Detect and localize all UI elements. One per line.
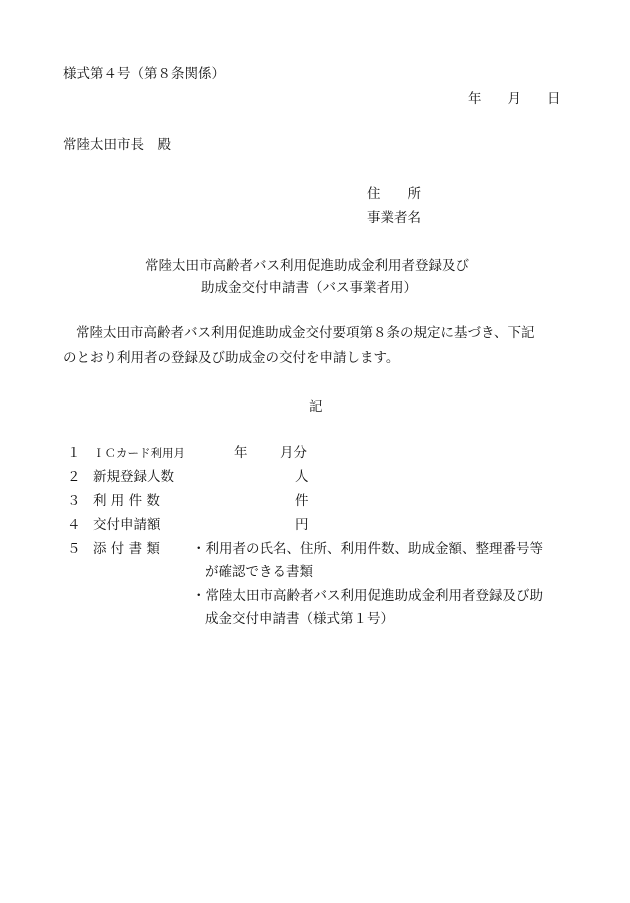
item-unit-people: 人 — [295, 469, 309, 485]
item-year-unit: 年 — [234, 445, 248, 461]
ki-heading: 記 — [309, 399, 323, 415]
attachment-item-2-line-1: ・常陸太田市高齢者バス利用促進助成金利用者登録及び助 — [192, 588, 543, 604]
item-label-new-registrants: 新規登録人数 — [93, 469, 174, 485]
business-name-label: 事業者名 — [367, 210, 421, 226]
document-title-line-2: 助成金交付申請書（バス事業者用） — [201, 280, 417, 296]
document-title-line-1: 常陸太田市高齢者バス利用促進助成金利用者登録及び — [145, 258, 469, 274]
attachment-item-1-line-2: が確認できる書類 — [205, 564, 313, 580]
item-number: ３ — [67, 493, 81, 509]
attachment-item-1-line-1: ・利用者の氏名、住所、利用件数、助成金額、整理番号等 — [192, 541, 543, 557]
item-month-unit: 月分 — [280, 445, 307, 461]
attachment-item-2-line-2: 成金交付申請書（様式第１号） — [205, 611, 394, 627]
date-line — [468, 93, 561, 107]
item-unit-count: 件 — [295, 493, 309, 509]
date-day: 日 — [547, 91, 561, 107]
body-text-line-1: 常陸太田市高齢者バス利用促進助成金交付要項第８条の規定に基づき、下記 — [76, 325, 535, 341]
form-number: 様式第４号（第８条関係） — [63, 66, 225, 82]
item-label-usage-count: 利 用 件 数 — [93, 493, 160, 509]
item-label-application-amount: 交付申請額 — [93, 517, 161, 533]
item-number: ５ — [67, 541, 81, 557]
date-month: 月 — [507, 91, 521, 107]
item-number: ２ — [67, 469, 81, 485]
addressee: 常陸太田市長 殿 — [63, 137, 171, 153]
date-year: 年 — [468, 91, 482, 107]
item-label-attachments: 添 付 書 類 — [93, 541, 160, 557]
item-number: １ — [67, 445, 81, 461]
item-number: ４ — [67, 517, 81, 533]
address-label: 住 所 — [367, 186, 421, 202]
item-unit-yen: 円 — [295, 517, 309, 533]
body-text-line-2: のとおり利用者の登録及び助成金の交付を申請します。 — [63, 350, 400, 366]
item-label-ic-card-month: ＩＣカード利用月 — [93, 446, 185, 460]
